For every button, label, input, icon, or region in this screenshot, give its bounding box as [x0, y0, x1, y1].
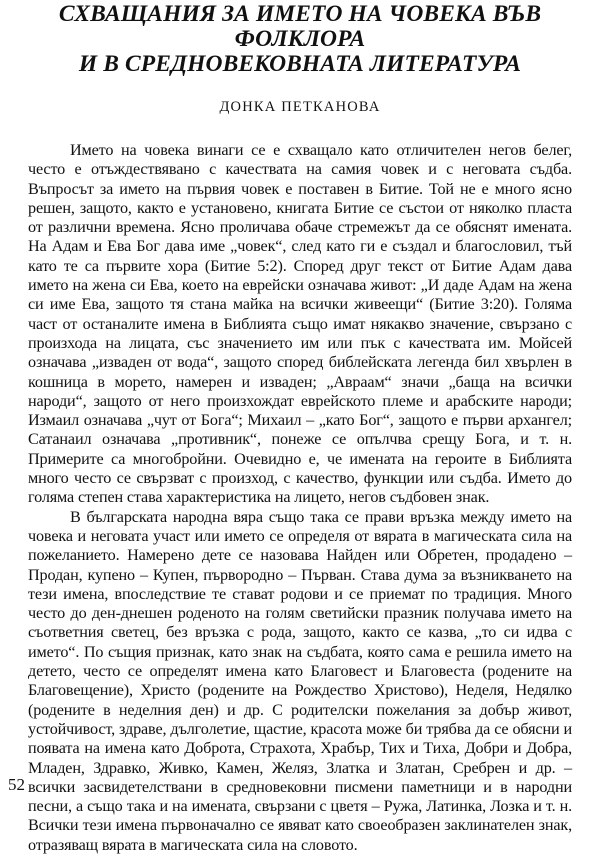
title-line-1: СХВАЩАНИЯ ЗА ИМЕТО НА ЧОВЕКА ВЪВ ФОЛКЛОРА: [58, 1, 542, 52]
page-number: 52: [8, 775, 25, 794]
author-name: ДОНКА ПЕТКАНОВА: [219, 99, 381, 115]
article-body: [28, 141, 572, 855]
paragraph-2: В българската народна вяра също така се прави връзка между името на човека и неговата участ или името се определя от вярата в магическата сила на пожеланието. Намерено дете се назовава Найден или Обретен, продадено – Продан, купено – Купен, първородно – Първан. Става дума за възникването на тези имена, впоследствие те стават родови и се приемат по традиция. Много често до ден-днешен роденото на голям светийски празник получава името на съответния светец, без връзка с рода, защото, както се казва, „то си идва с името“. По същия признак, като знак на съдбата, която сама е решила името на детето, често се определят имена като Благовест и Благовеста (родените на Благовещение), Христо (родените на Рождество Христово), Неделя, Недялко (родените в неделния ден) и др. С родителски пожелания за добър живот, устойчивост, здраве, дълголетие, щастие, красота може би трябва да се обясни и появата на имена като Доброта, Страхота, Храбър, Тих и Тиха, Добри и Добра, Младен, Здравко, Живко, Камен, Желяз, Златка и Златан, Сребрен и др. – всички засвидетелствани в средновековни писмени паметници и в народни песни, а също така и на имената, свързани с цветя – Ружа, Латинка, Лозка и т. н. Всички тези имена първоначално се явяват като своеобразен заклинателен знак, отразяващ вярата в магическата сила на словото.: [28, 507, 572, 854]
paragraph-1: Името на човека винаги се е схващало като отличителен негов белег, често е отъждествявано с качествата на самия човек и с неговата съдба. Въпросът за името на първия човек е поставен в Битие. Той не е много ясно решен, защото, както е установено, книгата Битие се състои от няколко пласта от различни времена. Ясно проличава обаче стремежът да се обяснят имената. На Адам и Ева Бог дава име „човек“, след като ги е създал и благословил, тъй като те са първите хора (Битие 5:2). Според друг текст от Битие Адам дава името на жена си Ева, което на еврейски означава живот: „И даде Адам на жена си име Ева, защото тя стана майка на всички живеещи“ (Битие 3:20). Голяма част от останалите имена в Библията също имат някакво значение, свързано с произхода на лицата, със значението им или пък с качествата им. Мойсей означава „изваден от вода“, защото според библейската легенда бил хвърлен в кошница в морето, намерен и изваден; „Авраам“ значи „баща на всички народи“, защото от него произхождат еврейското племе и арабските народи; Измаил означава „чут от Бога“; Михаил – „като Бог“, защото е първи архангел; Сатанаил означава „противник“, понеже се опълчва срещу Бога, и т. н. Примерите са многобройни. Очевидно е, че имената на героите в Библията много често се свързват с произход, с качество, функции или съдба. Името до голяма степен става характеристика на лицето, негов съдбовен знак.: [28, 141, 572, 507]
title-line-2: И В СРЕДНОВЕКОВНАТА ЛИТЕРАТУРА: [78, 51, 522, 77]
article-title: [28, 0, 572, 77]
